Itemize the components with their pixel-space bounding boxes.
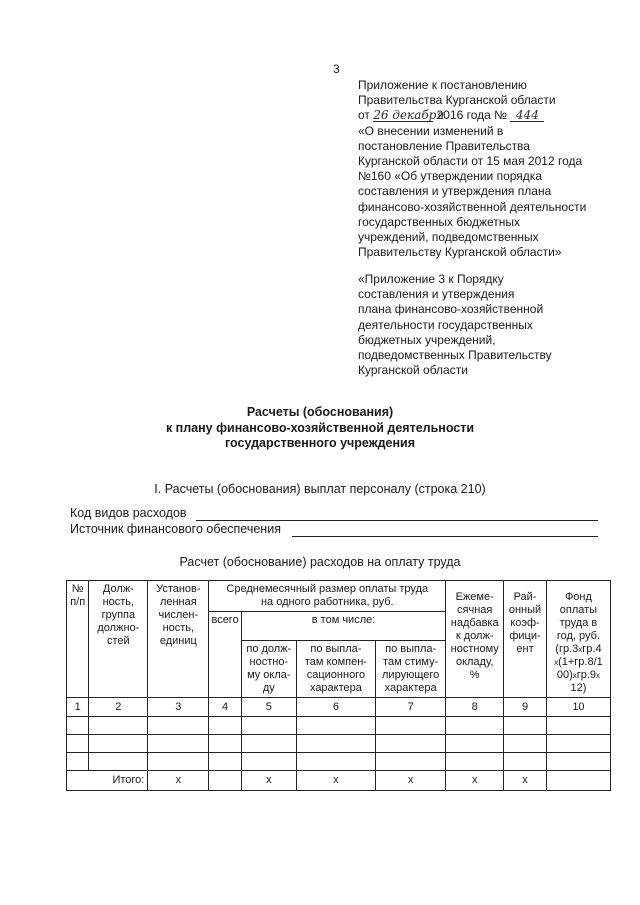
table-row — [67, 717, 611, 735]
expense-code-line — [196, 520, 598, 521]
column-number: 4 — [209, 698, 242, 717]
appendix-line: постановление Правительства — [358, 138, 530, 153]
order-line: деятельности государственных — [358, 317, 533, 332]
appendix-line: №160 «Об утверждении порядка — [358, 169, 542, 184]
column-number-row — [67, 698, 611, 717]
appendix-line: учреждений, подведомственных — [358, 230, 539, 245]
table-title: Расчет (обоснование) расходов на оплату труда — [179, 555, 461, 569]
title-line: Расчеты (обоснования) — [246, 405, 394, 419]
column-number: 3 — [148, 698, 209, 717]
column-number: 7 — [376, 698, 446, 717]
order-appendix-block — [358, 272, 618, 378]
total-cell — [546, 771, 610, 791]
header-cell-headcount: Установ- ленная числен- ность, единиц — [148, 581, 209, 698]
header-cell-incentive: по выпла- там стиму- лирующего характера — [376, 641, 446, 698]
handwritten-number: 444 — [510, 109, 544, 122]
total-cell: x — [504, 771, 547, 791]
header-cell-number: № п/п — [67, 581, 89, 698]
column-number: 2 — [89, 698, 148, 717]
order-line: подведомственных Правительству — [358, 348, 552, 363]
expense-code-field — [70, 506, 187, 520]
header-cell-position: Долж- ность, группа должно- стей — [89, 581, 148, 698]
total-label: Итого: — [67, 771, 148, 791]
table-row — [67, 735, 611, 753]
total-cell — [209, 771, 242, 791]
header-cell-regional-coef: Рай- онный коэф- фици- ент — [504, 581, 547, 698]
total-cell: x — [446, 771, 504, 791]
appendix-line: Правительству Курганской области» — [358, 245, 562, 260]
section-heading: I. Расчеты (обоснования) выплат персоналу (строка 210) — [154, 482, 486, 496]
title-line: к плану финансово-хозяйственной деятельности — [165, 420, 475, 435]
column-number: 6 — [296, 698, 375, 717]
year-text: 2016 года № — [436, 108, 508, 123]
total-cell: x — [376, 771, 446, 791]
appendix-line: государственных бюджетных — [358, 214, 521, 229]
column-number: 8 — [446, 698, 504, 717]
header-cell-monthly-allowance: Ежеме- сячная надбавка к долж- ностному окладу, % — [446, 581, 504, 698]
appendix-line: Приложение к постановлению — [358, 78, 527, 92]
title-line: государственного учреждения — [225, 436, 415, 450]
funding-source-label: Источник финансового обеспечения — [70, 522, 281, 536]
column-number: 5 — [241, 698, 296, 717]
document-title — [0, 405, 640, 452]
header-cell-compensation: по выпла- там компен- сационного характера — [296, 641, 375, 698]
payroll-table — [66, 580, 611, 791]
header-cell-avg-monthly: Среднемесячный размер оплаты труда на одного работника, руб. — [209, 581, 446, 612]
header-row — [67, 581, 611, 612]
appendix-date-line — [358, 108, 618, 123]
page-number: 3 — [333, 62, 340, 76]
funding-source-field — [70, 522, 281, 536]
header-cell-annual-fund: Фонд оплаты труда в год, руб. (гр.3xгр.4 x(1+гр.8/1 00)xгр.9x 12) — [546, 581, 610, 698]
header-cell-official-salary: по долж- ностно- му окла- ду — [241, 641, 296, 698]
column-number: 10 — [546, 698, 610, 717]
appendix-line: Правительства Курганской области — [358, 93, 556, 108]
appendix-line: составления и утверждения плана — [358, 184, 552, 199]
column-number: 1 — [67, 698, 89, 717]
appendix-line: Курганской области от 15 мая 2012 года — [358, 154, 583, 169]
order-line: Курганской области — [358, 363, 468, 378]
order-line: бюджетных учреждений, — [358, 332, 496, 347]
appendix-line: финансово-хозяйственной деятельности — [358, 199, 587, 214]
table-row — [67, 753, 611, 771]
column-number: 9 — [504, 698, 547, 717]
header-cell-including: в том числе: — [241, 612, 445, 641]
expense-code-label: Код видов расходов — [70, 506, 187, 520]
total-cell: x — [296, 771, 375, 791]
handwritten-date: 26 декабря — [373, 108, 445, 123]
total-row — [67, 771, 611, 791]
funding-source-line — [292, 536, 598, 537]
order-line: «Приложение 3 к Порядку — [358, 272, 504, 286]
header-cell-total: всего — [209, 612, 242, 698]
total-cell: x — [148, 771, 209, 791]
appendix-line: «О внесении изменений в — [358, 123, 504, 138]
order-line: плана финансово-хозяйственной — [358, 302, 544, 317]
order-line: составления и утверждения — [358, 287, 515, 302]
appendix-block — [358, 78, 618, 260]
date-prefix: от — [358, 108, 370, 123]
total-cell: x — [241, 771, 296, 791]
